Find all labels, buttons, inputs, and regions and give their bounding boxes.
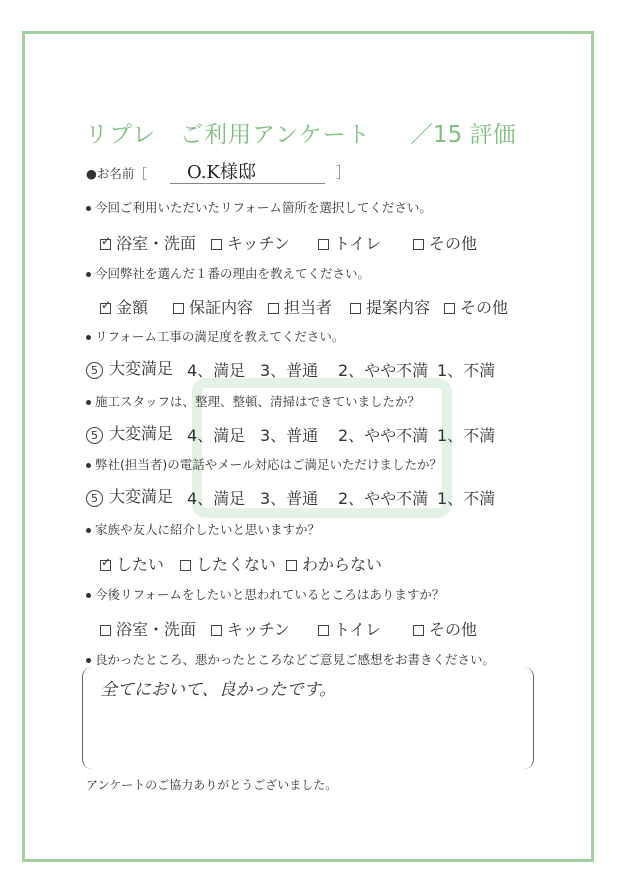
q3-scale-2[interactable]: 2、やや不満: [338, 361, 429, 380]
q3-scale-3[interactable]: 3、普通: [260, 361, 319, 380]
q6-option[interactable]: ✓したい: [100, 552, 164, 575]
checkbox-icon[interactable]: [413, 239, 424, 250]
checkbox-icon[interactable]: [180, 560, 191, 571]
q2-option[interactable]: 提案内容: [350, 295, 430, 318]
question-8: 良かったところ、悪かったところなどご意見ご感想をお書きください。: [86, 650, 495, 668]
q4-scale-3[interactable]: 3、普通: [260, 426, 319, 445]
name-value[interactable]: O.K様邸: [187, 162, 256, 183]
circled-rating-icon[interactable]: 5: [86, 362, 103, 379]
q1-option[interactable]: ✓浴室・洗面: [100, 231, 196, 254]
bullet-icon: [86, 593, 91, 598]
q1-option[interactable]: トイレ: [318, 231, 381, 254]
q7-option[interactable]: その他: [413, 617, 477, 640]
q2-option[interactable]: その他: [444, 295, 508, 318]
checkbox-icon[interactable]: [286, 560, 297, 571]
checkbox-checked-icon[interactable]: [100, 303, 111, 314]
q3-scale-5[interactable]: 5 大変満足: [86, 356, 173, 379]
q2-option[interactable]: ✓金額: [100, 295, 148, 318]
q7-option[interactable]: トイレ: [318, 617, 381, 640]
q4-scale-1[interactable]: 1、不満: [437, 426, 496, 445]
question-7: 今後リフォームをしたいと思われているところはありますか？: [86, 585, 444, 603]
q7-option[interactable]: 浴室・洗面: [100, 617, 196, 640]
bullet-icon: [86, 658, 91, 663]
checkbox-checked-icon[interactable]: [100, 239, 111, 250]
question-3: リフォーム工事の満足度を教えてください。: [86, 327, 344, 345]
q5-scale-4[interactable]: 4、満足: [187, 489, 246, 508]
name-label: ●お名前［: [86, 166, 147, 181]
bullet-icon: [86, 400, 91, 405]
q5-scale-3[interactable]: 3、普通: [260, 489, 319, 508]
checkbox-icon[interactable]: [413, 625, 424, 636]
q6-option[interactable]: わからない: [286, 552, 382, 575]
name-close-bracket: ］: [336, 166, 350, 181]
name-underline: [170, 183, 325, 184]
question-4: 施工スタッフは、整理、整頓、清掃はできていましたか？: [86, 392, 420, 410]
bullet-icon: [86, 463, 91, 468]
q2-option[interactable]: 保証内容: [173, 295, 253, 318]
checkbox-icon[interactable]: [211, 239, 222, 250]
q2-option[interactable]: 担当者: [268, 295, 332, 318]
q4-scale-4[interactable]: 4、満足: [187, 426, 246, 445]
checkbox-icon[interactable]: [318, 625, 329, 636]
bullet-icon: [86, 272, 91, 277]
q4-scale-2[interactable]: 2、やや不満: [338, 426, 429, 445]
checkbox-icon[interactable]: [350, 303, 361, 314]
q1-option[interactable]: キッチン: [211, 231, 290, 254]
score-label: ／15 評価: [410, 122, 516, 148]
q3-scale-1[interactable]: 1、不満: [437, 361, 496, 380]
checkbox-icon[interactable]: [444, 303, 455, 314]
checkbox-icon[interactable]: [318, 239, 329, 250]
bullet-icon: [86, 206, 91, 211]
q5-scale-1[interactable]: 1、不満: [437, 489, 496, 508]
checkbox-icon[interactable]: [268, 303, 279, 314]
checkbox-icon[interactable]: [100, 625, 111, 636]
q5-scale-2[interactable]: 2、やや不満: [338, 489, 429, 508]
circled-rating-icon[interactable]: 5: [86, 490, 103, 507]
bullet-icon: [86, 528, 91, 533]
q7-option[interactable]: キッチン: [211, 617, 290, 640]
q1-option[interactable]: その他: [413, 231, 477, 254]
survey-title: リプレ ご利用アンケート: [85, 122, 371, 148]
question-6: 家族や友人に紹介したいと思いますか？: [86, 520, 320, 538]
footer-thanks: アンケートのご協力ありがとうございました。: [86, 778, 338, 792]
checkbox-icon[interactable]: [173, 303, 184, 314]
q6-option[interactable]: したくない: [180, 552, 276, 575]
question-1: 今回ご利用いただいたリフォーム箇所を選択してください。: [86, 198, 432, 216]
checkbox-checked-icon[interactable]: [100, 560, 111, 571]
question-2: 今回弊社を選んだ１番の理由を教えてください。: [86, 264, 370, 282]
question-5: 弊社(担当者)の電話やメール対応はご満足いただけましたか？: [86, 455, 442, 473]
checkbox-icon[interactable]: [211, 625, 222, 636]
comment-answer: 全てにおいて、良かったです。: [100, 680, 337, 700]
circled-rating-icon[interactable]: 5: [86, 427, 103, 444]
q4-scale-5[interactable]: 5 大変満足: [86, 421, 173, 444]
q5-scale-5[interactable]: 5 大変満足: [86, 484, 173, 507]
bullet-icon: [86, 335, 91, 340]
q3-scale-4[interactable]: 4、満足: [187, 361, 246, 380]
